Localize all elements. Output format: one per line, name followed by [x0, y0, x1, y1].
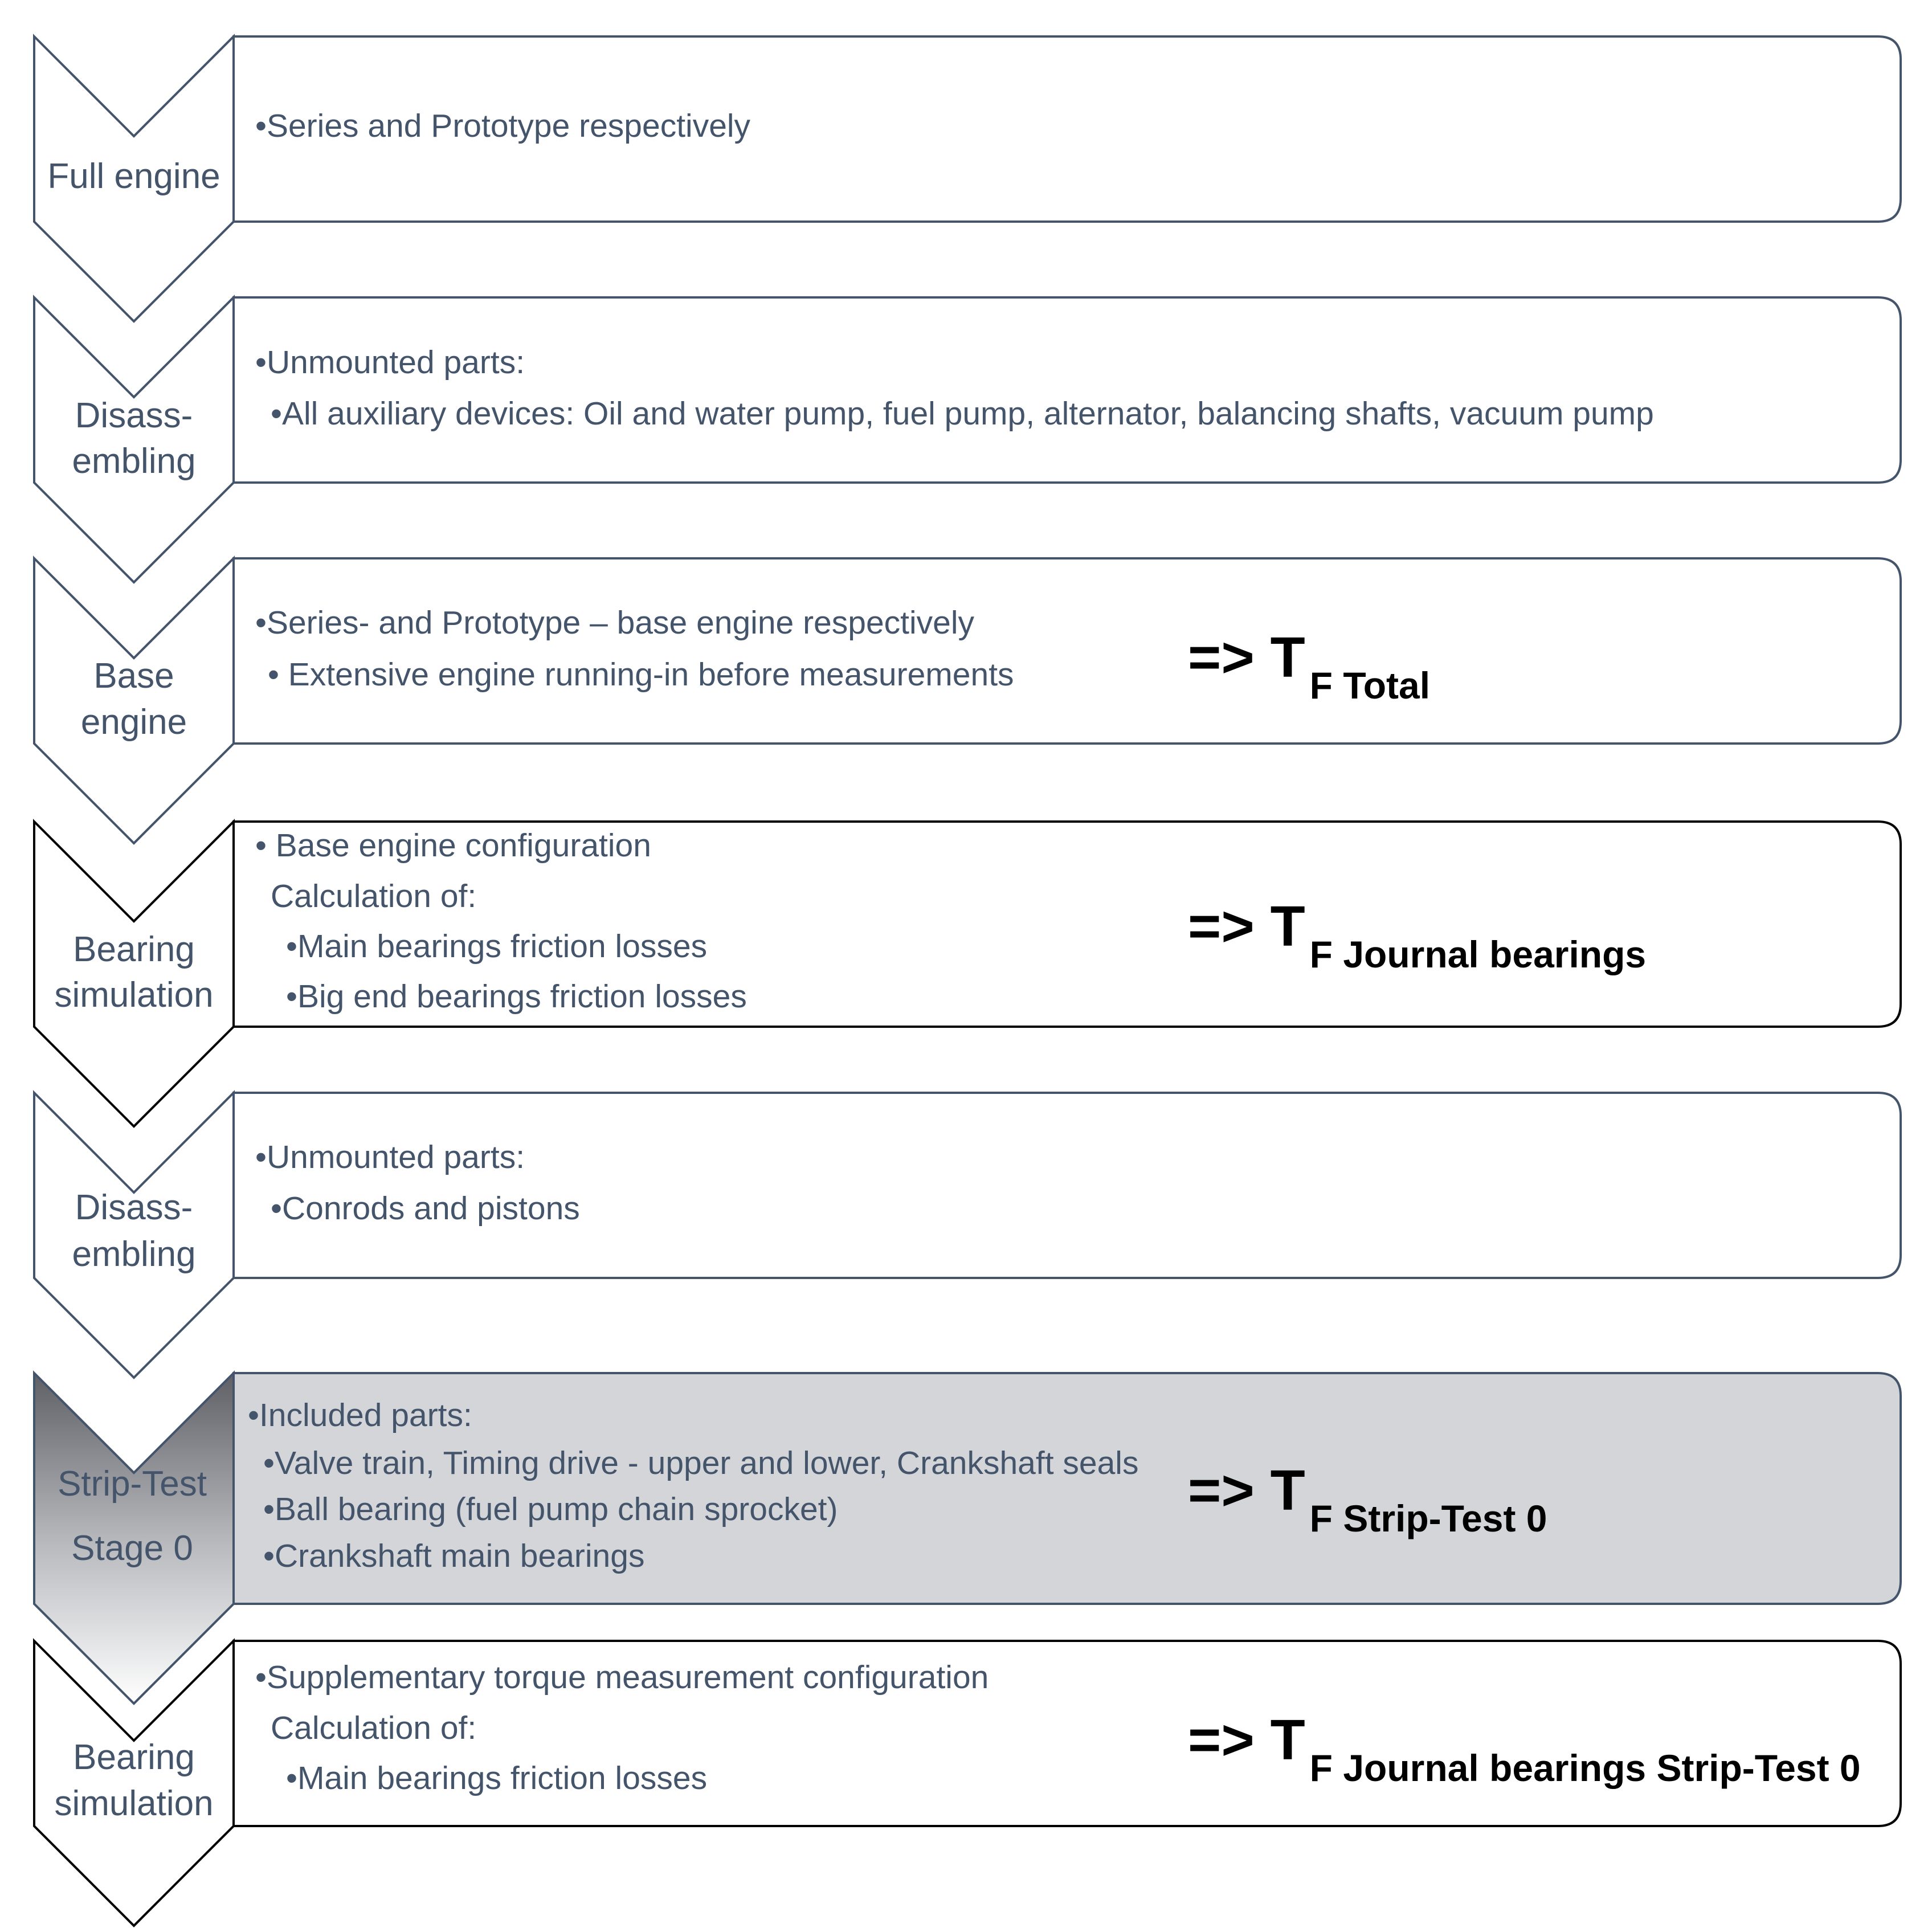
bullet-item: • Base engine configuration — [255, 827, 651, 864]
step-label: Bearing — [73, 1738, 195, 1777]
bullet-item: •Crankshaft main bearings — [263, 1538, 645, 1574]
bullet-item: •All auxiliary devices: Oil and water pump, fuel pump, alternator, balancing shafts, vacuum pump — [271, 395, 1654, 432]
step-full-engine — [34, 36, 1901, 321]
bullet-item: • Extensive engine running-in before measurements — [268, 656, 1014, 693]
result-subscript: F Total — [1309, 664, 1431, 706]
bullet-item: •Series- and Prototype – base engine respectively — [255, 604, 975, 641]
step-disassembling-2 — [34, 1093, 1901, 1378]
bullet-item: •Unmounted parts: — [255, 1139, 525, 1175]
result-subscript: F Strip-Test 0 — [1309, 1497, 1547, 1539]
result-prefix: => T — [1188, 626, 1305, 689]
bullet-item: •Valve train, Timing drive - upper and lower, Crankshaft seals — [263, 1445, 1139, 1481]
step-label: Disass- — [75, 1188, 193, 1227]
chevron-base-engine — [34, 558, 234, 843]
result-prefix: => T — [1188, 894, 1305, 958]
step-bearing-simulation-1 — [34, 822, 1901, 1126]
step-label: engine — [80, 702, 187, 742]
bullet-item: •Included parts: — [248, 1397, 472, 1433]
bullet-item: •Series and Prototype respectively — [255, 108, 751, 144]
bullet-item: •Conrods and pistons — [271, 1190, 580, 1227]
bullet-item: •Big end bearings friction losses — [286, 978, 747, 1015]
bullet-item: •Unmounted parts: — [255, 344, 525, 381]
step-disassembling-1 — [34, 297, 1901, 582]
chevron-bearing-simulation-1 — [34, 822, 234, 1126]
result-subscript: F Journal bearings Strip-Test 0 — [1309, 1747, 1861, 1789]
chevron-disassembling-1 — [34, 297, 234, 582]
bullet-item: Calculation of: — [271, 1710, 477, 1746]
bullet-item: •Main bearings friction losses — [286, 1760, 708, 1796]
bullet-item: •Main bearings friction losses — [286, 928, 708, 965]
step-base-engine — [34, 558, 1901, 843]
step-label: Base — [93, 656, 174, 696]
box-disassembling-2 — [234, 1093, 1901, 1278]
step-label: simulation — [54, 975, 214, 1015]
step-label: simulation — [54, 1784, 214, 1823]
bullet-item: Calculation of: — [271, 878, 477, 914]
step-label: Full engine — [47, 157, 220, 196]
box-disassembling-1 — [234, 297, 1901, 483]
step-label: Bearing — [73, 930, 195, 969]
bullet-item: •Ball bearing (fuel pump chain sprocket) — [263, 1491, 838, 1527]
step-label: embling — [72, 442, 196, 481]
step-label: embling — [72, 1235, 196, 1274]
result-prefix: => T — [1188, 1708, 1305, 1772]
box-base-engine — [234, 558, 1901, 744]
bullet-item: •Supplementary torque measurement configuration — [255, 1659, 989, 1696]
step-label: Strip-Test — [58, 1464, 207, 1504]
step-label: Disass- — [75, 396, 193, 435]
result-prefix: => T — [1188, 1459, 1305, 1522]
step-bearing-simulation-2 — [34, 1641, 1901, 1926]
step-label: Stage 0 — [71, 1529, 193, 1568]
result-subscript: F Journal bearings — [1309, 933, 1647, 975]
